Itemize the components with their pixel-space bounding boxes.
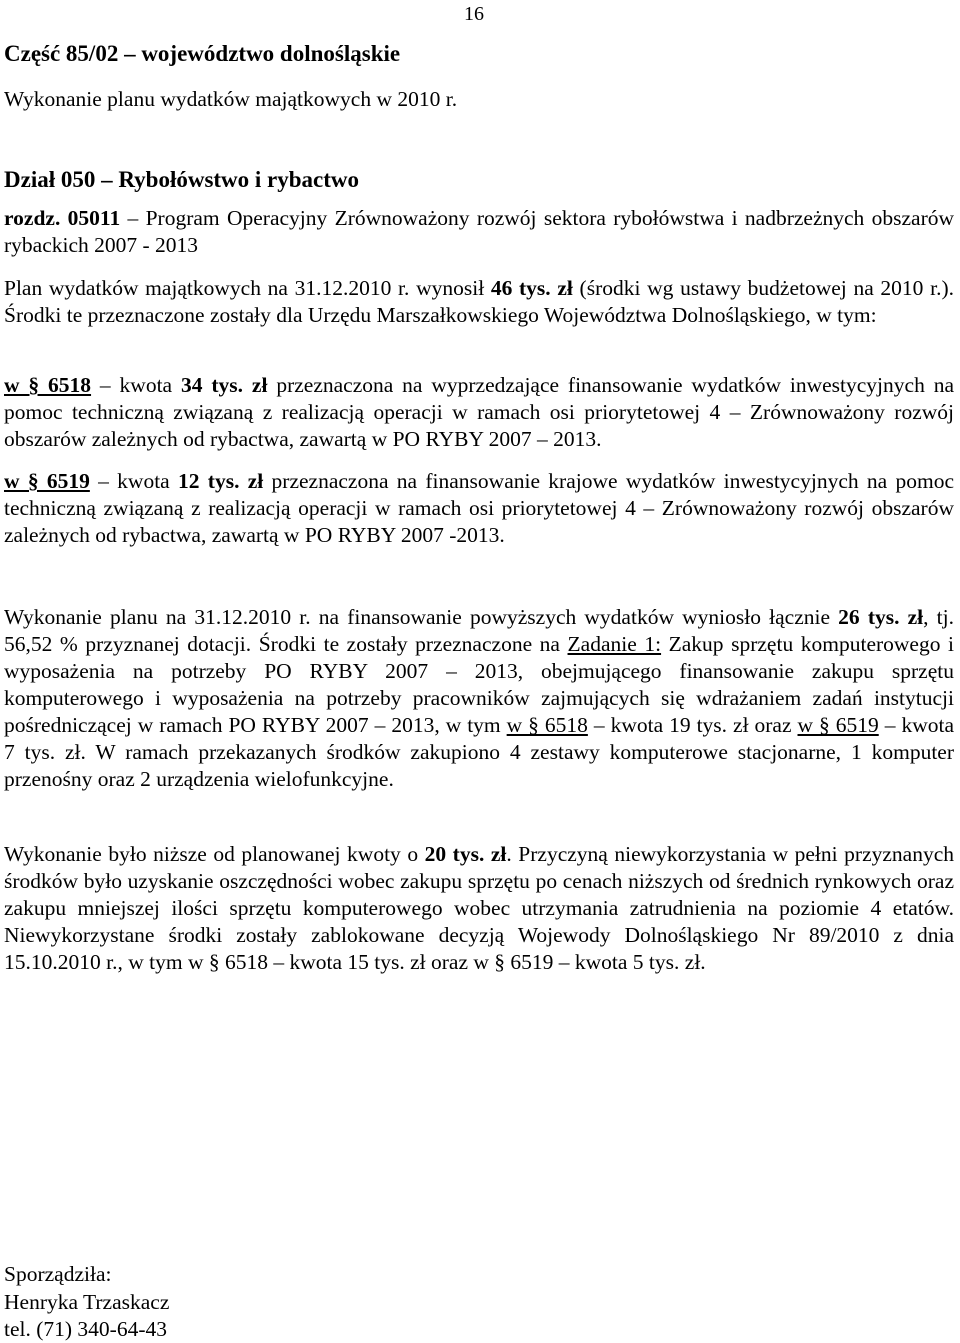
execution-text-4: – kwota 19 tys. zł oraz (587, 713, 798, 738)
execution-task-ref: Zadanie 1: (567, 632, 662, 657)
item-6518-text-2: przeznaczona na wyprzedzające finansowanie wydatków inwestycyjnych na pomoc techniczną związaną z realizacją operacji w ramach osi priorytetowej 4 – Zrównoważony rozwój obszarów zależnych od rybactwa, zawartą w PO RYBY 2007 – 2013. (4, 373, 955, 452)
item-6519-amount: 12 tys. zł (178, 469, 264, 493)
signature-name: Henryka Trzaskacz (4, 1290, 170, 1314)
execution-text-3: Zakup sprzętu komputerowego i wyposażenia na potrzeby PO RYBY 2007 – 2013, obejmującego finansowanie zakupu sprzętu komputerowego i wyposażenia na potrzeby pracowników zajmujących się wdrażaniem zadań instytucji pośredniczącej w ramach PO RYBY 2007 – 2013, w tym (4, 632, 955, 738)
item-6519-paragraph-ref: w § 6519 (4, 469, 90, 493)
plan-text-1: Plan wydatków majątkowych na 31.12.2010 r. wynosił (4, 276, 491, 300)
plan-amount: 46 tys. zł (490, 276, 573, 300)
section-title: Dział 050 – Rybołówstwo i rybactwo (4, 167, 360, 192)
item-6518-paragraph-ref: w § 6518 (4, 373, 92, 397)
underspend-paragraph (4, 841, 954, 976)
item-6519-paragraph (4, 468, 954, 549)
item-6519-text-2: przeznaczona na finansowanie krajowe wydatków inwestycyjnych na pomoc techniczną związaną z realizacją operacji w ramach osi priorytetowej 4 – Zrównoważony rozwój obszarów zależnych od rybactwa, zawartą w PO RYBY 2007 -2013. (4, 469, 955, 548)
underspend-text-1: Wykonanie było niższe od planowanej kwoty o (4, 842, 425, 866)
underspend-amount: 20 tys. zł (424, 842, 507, 866)
page-number: 16 (464, 3, 484, 25)
item-6518-text-1: – kwota (91, 373, 181, 397)
execution-paragraph (4, 604, 954, 794)
execution-text-5: – kwota 7 tys. zł. W ramach przekazanych środków zakupiono 4 zestawy komputerowe stacjonarne, 1 komputer przenośny oraz 2 urządzenia wielofunkcyjne. (4, 713, 954, 792)
chapter-paragraph (4, 205, 954, 259)
chapter-text: – Program Operacyjny Zrównoważony rozwój sektora rybołówstwa i nadbrzeżnych obszarów rybackich 2007 - 2013 (4, 206, 955, 258)
item-6519-text-1: – kwota (89, 469, 179, 493)
underspend-text-2: . Przyczyną niewykorzystania w pełni przyznanych środków było uzyskanie oszczędności wobec zakupu sprzętu po cenach niższych od średnich rynkowych oraz zakupu mniejszej ilości sprzętu komputerowego wobec utrzymania zatrudnienia na poziomie 4 etatów. Niewykorzystane środki zostały zablokowane decyzją Wojewody Dolnośląskiego Nr 89/2010 z dnia 15.10.2010 r., w tym w § 6518 – kwota 15 tys. zł oraz w § 6519 – kwota 5 tys. zł. (4, 842, 954, 975)
chapter-prefix: rozdz. 05011 (4, 206, 121, 230)
plan-paragraph (4, 275, 954, 330)
execution-paragraph-ref-6518: w § 6518 (506, 713, 588, 738)
execution-amount: 26 tys. zł (838, 605, 924, 629)
plan-text-2: (środki wg ustawy budżetowej na 2010 r.). Środki te przeznaczone zostały dla Urzędu Marszałkowskiego Województwa Dolnośląskiego, w tym: (4, 276, 954, 328)
item-6518-paragraph (4, 372, 954, 453)
item-6518-amount: 34 tys. zł (181, 373, 268, 397)
execution-paragraph-ref-6519: w § 6519 (797, 713, 879, 738)
execution-text-2: , tj. 56,52 % przyznanej dotacji. Środki te zostały przeznaczone na (4, 605, 954, 657)
document-subtitle: Wykonanie planu wydatków majątkowych w 2010 r. (4, 87, 458, 111)
signature-label: Sporządziła: (4, 1262, 112, 1286)
part-title: Część 85/02 – województwo dolnośląskie (4, 41, 401, 66)
signature-phone: tel. (71) 340-64-43 (4, 1317, 168, 1341)
execution-text-1: Wykonanie planu na 31.12.2010 r. na finansowanie powyższych wydatków wyniosło łącznie (4, 605, 839, 629)
